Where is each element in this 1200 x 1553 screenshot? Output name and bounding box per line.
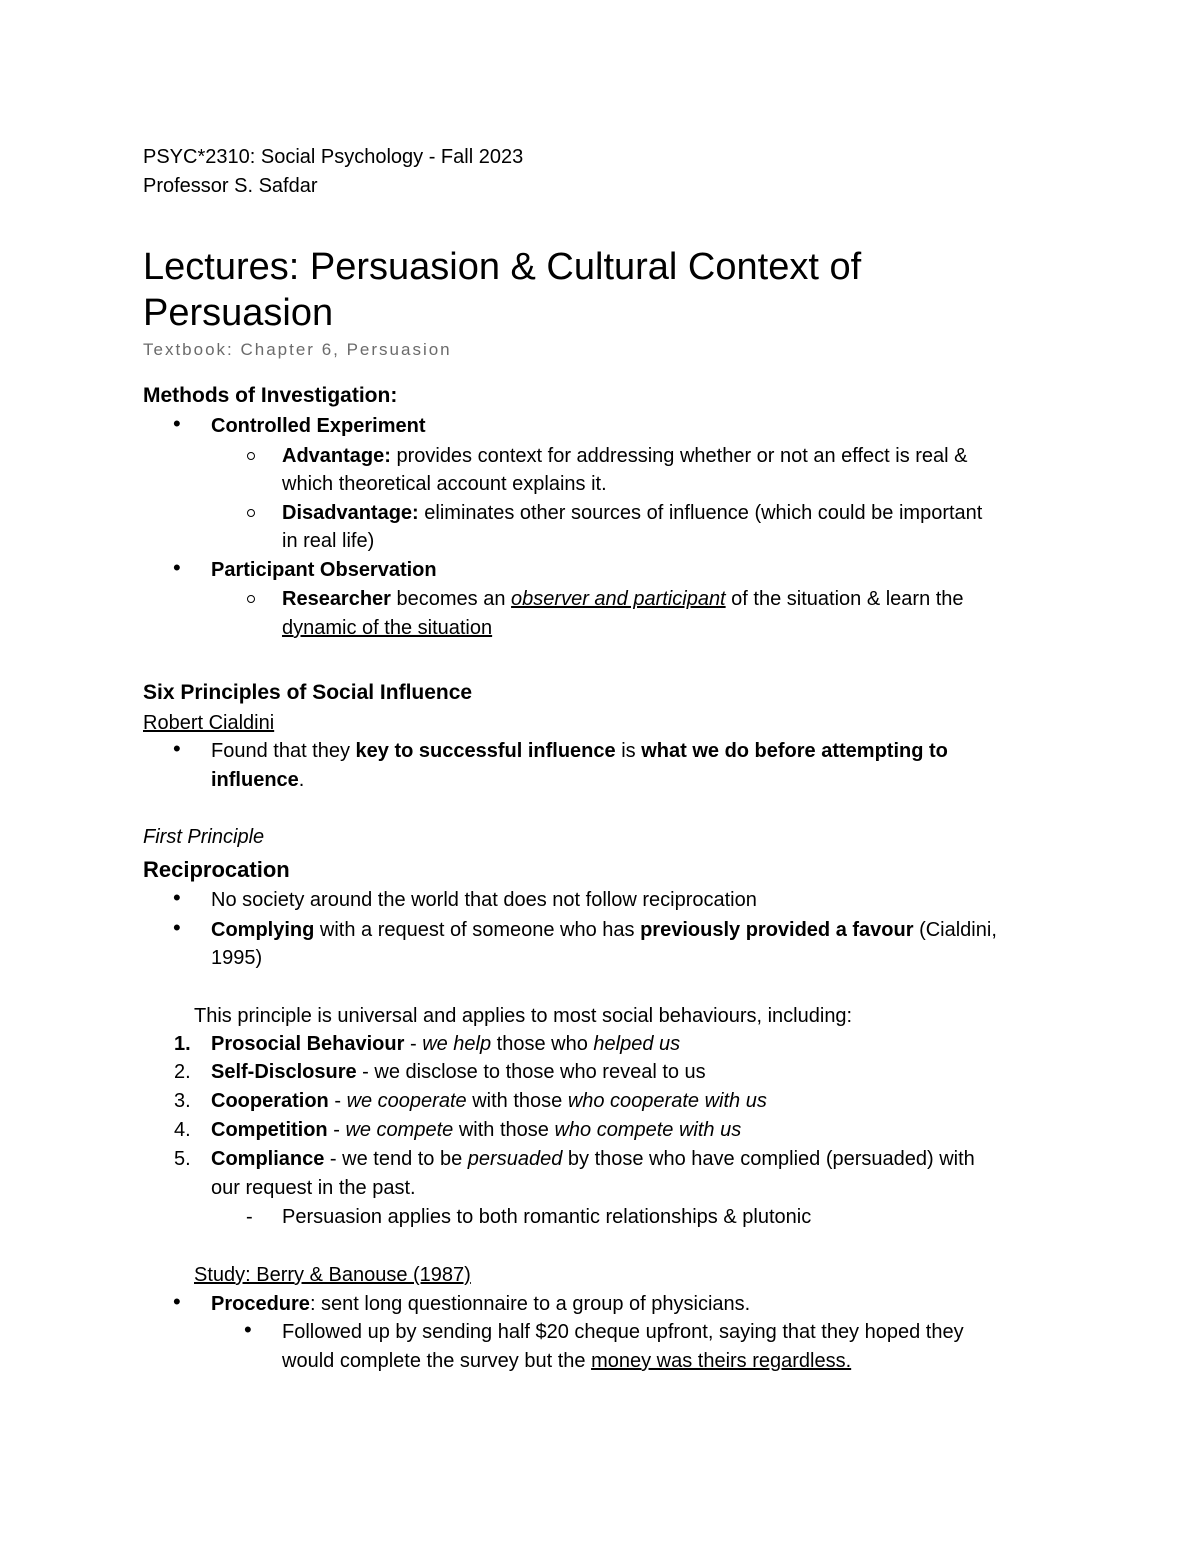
item-dash: - xyxy=(404,1033,423,1055)
item-dash: - xyxy=(327,1119,346,1141)
item-dash: - xyxy=(356,1061,375,1083)
list-number: 2. xyxy=(174,1061,191,1083)
disadvantage-text: eliminates other sources of influence (which could be important xyxy=(418,502,983,524)
circle-bullet-icon xyxy=(247,509,255,517)
money-emphasis: money was theirs regardless. xyxy=(591,1350,852,1372)
procedure-line xyxy=(211,1290,750,1318)
item-label: Prosocial Behaviour xyxy=(211,1033,405,1055)
item-label: Cooperation xyxy=(211,1090,329,1112)
advantage-label: Advantage: xyxy=(282,445,391,467)
item-dash: - xyxy=(328,1090,347,1112)
item-italic-2: helped us xyxy=(593,1033,681,1055)
procedure-label: Procedure xyxy=(211,1293,310,1315)
study-heading: Study: Berry & Banouse (1987) xyxy=(194,1264,471,1286)
procedure-text: : sent long questionnaire to a group of physicians. xyxy=(309,1293,751,1315)
bullet-icon: • xyxy=(173,1289,181,1314)
disadvantage-label: Disadvantage: xyxy=(282,502,419,524)
researcher-line-2: dynamic of the situation xyxy=(282,617,493,639)
follow-up-line-2 xyxy=(282,1347,851,1375)
list-item-compliance-line-2: our request in the past. xyxy=(211,1177,416,1199)
item-text: we tend to be xyxy=(342,1148,468,1170)
disadvantage-line xyxy=(282,499,982,527)
bullet-icon: • xyxy=(173,736,181,761)
disadvantage-line-2: in real life) xyxy=(282,530,375,552)
list-item-prosocial xyxy=(211,1030,680,1058)
professor-line: Professor S. Safdar xyxy=(143,175,318,197)
list-number: 5. xyxy=(174,1148,191,1170)
advantage-line-2: which theoretical account explains it. xyxy=(282,473,607,495)
controlled-experiment-label: Controlled Experiment xyxy=(211,415,426,437)
item-italic-2: persuaded xyxy=(467,1148,563,1170)
persuasion-note: Persuasion applies to both romantic relationships & plutonic xyxy=(282,1206,812,1228)
item-text: with those xyxy=(466,1090,568,1112)
item-text: with those xyxy=(453,1119,555,1141)
page-title-continued: Persuasion xyxy=(143,292,334,334)
found-emphasis-3: influence xyxy=(211,769,299,791)
subtitle: Textbook: Chapter 6, Persuasion xyxy=(143,340,452,359)
participant-observation-label: Participant Observation xyxy=(211,559,437,581)
researcher-label: Researcher xyxy=(282,588,391,610)
principle-intro: This principle is universal and applies to most social behaviours, including: xyxy=(194,1005,853,1027)
list-item-compliance xyxy=(211,1145,975,1173)
bullet-2-text: with a request of someone who has xyxy=(314,919,641,941)
follow-up-text: would complete the survey but the xyxy=(282,1350,592,1372)
list-item-cooperation xyxy=(211,1087,767,1115)
list-number: 4. xyxy=(174,1119,191,1141)
first-principle-label: First Principle xyxy=(143,826,265,848)
item-italic: we help xyxy=(422,1033,492,1055)
item-text: we disclose to those who reveal to us xyxy=(374,1061,706,1083)
researcher-text: becomes an xyxy=(390,588,512,610)
follow-up-line: Followed up by sending half $20 cheque upfront, saying that they hoped they xyxy=(282,1321,964,1343)
found-line-2 xyxy=(211,766,304,794)
bullet-2-citation: (Cialdini, xyxy=(913,919,997,941)
item-italic: we cooperate xyxy=(346,1090,467,1112)
list-item-competition xyxy=(211,1116,741,1144)
reciprocation-bullet-1: No society around the world that does not follow reciprocation xyxy=(211,889,757,911)
found-text-mid: is xyxy=(615,740,642,762)
item-italic-2: who cooperate with us xyxy=(567,1090,767,1112)
sub-dash: - xyxy=(246,1206,253,1228)
found-line xyxy=(211,737,948,765)
list-number: 3. xyxy=(174,1090,191,1112)
six-principles-heading: Six Principles of Social Influence xyxy=(143,681,473,704)
observer-participant-emphasis: observer and participant xyxy=(511,588,726,610)
reciprocation-heading: Reciprocation xyxy=(143,857,290,882)
found-period: . xyxy=(298,769,305,791)
author-name: Robert Cialdini xyxy=(143,712,275,734)
reciprocation-bullet-2 xyxy=(211,916,997,944)
found-emphasis: key to successful influence xyxy=(355,740,616,762)
advantage-line xyxy=(282,442,968,470)
item-text: those who xyxy=(491,1033,594,1055)
item-text-end: by those who have complied (persuaded) with xyxy=(562,1148,975,1170)
item-italic: we compete xyxy=(345,1119,454,1141)
list-item-self-disclosure xyxy=(211,1058,706,1086)
item-label: Compliance xyxy=(211,1148,325,1170)
circle-bullet-icon xyxy=(247,452,255,460)
reciprocation-bullet-2-line-2: 1995) xyxy=(211,947,263,969)
researcher-line xyxy=(282,585,964,613)
advantage-text: provides context for addressing whether or not an effect is real & xyxy=(390,445,968,467)
bullet-icon: • xyxy=(173,885,181,910)
item-dash: - xyxy=(324,1148,343,1170)
bullet-icon: • xyxy=(173,411,181,436)
course-header: PSYC*2310: Social Psychology - Fall 2023 xyxy=(143,146,524,168)
found-text: Found that they xyxy=(211,740,356,762)
found-emphasis-2: what we do before attempting to xyxy=(641,740,948,762)
bullet-icon: • xyxy=(173,915,181,940)
page-title: Lectures: Persuasion & Cultural Context of xyxy=(143,246,862,288)
item-italic-2: who compete with us xyxy=(554,1119,742,1141)
complying-emphasis: Complying xyxy=(211,919,315,941)
item-label: Competition xyxy=(211,1119,328,1141)
circle-bullet-icon xyxy=(247,595,255,603)
favour-emphasis: previously provided a favour xyxy=(640,919,914,941)
bullet-icon: • xyxy=(244,1317,252,1342)
methods-heading: Methods of Investigation: xyxy=(143,384,398,407)
researcher-text-end: of the situation & learn the xyxy=(725,588,964,610)
item-label: Self-Disclosure xyxy=(211,1061,357,1083)
list-number: 1. xyxy=(174,1033,191,1055)
bullet-icon: • xyxy=(173,555,181,580)
